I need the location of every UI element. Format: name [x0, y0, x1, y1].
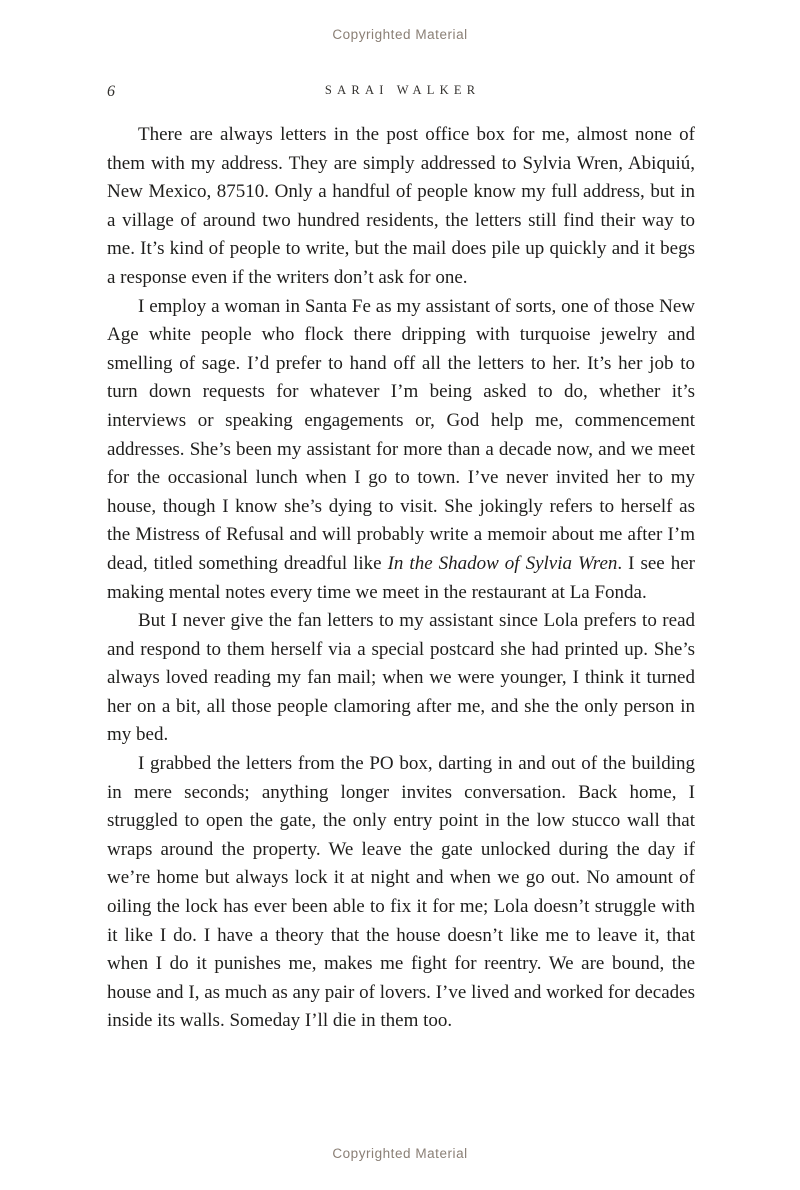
- paragraph: I grabbed the letters from the PO box, darting in and out of the building in mere seconds; anything longer invites conversation. Back home, I struggled to open the gate, the only entry point in the low stucco wall that wraps around the property. We leave the gate unlocked during the day if we’re home but always lock it at night and when we go out. No amount of oiling the lock has ever been able to fix it for me; Lola doesn’t struggle with it like I do. I have a theory that the house doesn’t like me to leave it, that when I do it punishes me, makes me fight for reentry. We are bound, the house and I, as much as any pair of lovers. I’ve lived and worked for decades inside its walls. Someday I’ll die in them too.: [107, 753, 695, 1032]
- copyright-notice-bottom: Copyrighted Material: [332, 1146, 468, 1161]
- running-header-author: SARAI WALKER: [324, 83, 481, 97]
- copyright-notice-top: Copyrighted Material: [332, 27, 468, 42]
- paragraph-segment: I employ a woman in Santa Fe as my assistant of sorts, one of those New Age white people who flock there dripping with turquoise jewelry and smelling of sage. I’d prefer to hand off all the letters to her. It’s her job to turn down requests for whatever I’m being asked to do, whether it’s interviews or speaking engagements or, God help me, commencement addresses. She’s been my assistant for more than a decade now, and we meet for the occasional lunch when I go to town. I’ve never invited her to my house, though I know she’s dying to visit. She jokingly refers to herself as the Mistress of Refusal and will probably write a memoir about me after I’m dead, titled something dreadful like: [107, 295, 695, 574]
- page-header: [107, 83, 693, 103]
- paragraph: There are always letters in the post office box for me, almost none of them with my address. They are simply addressed to Sylvia Wren, Abiquiú, New Mexico, 87510. Only a handful of people know my full address, but in a village of around two hundred residents, the letters still find their way to me. It’s kind of people to write, but the mail does pile up quickly and it begs a response even if the writers don’t ask for one.: [107, 124, 695, 288]
- page-number: 6: [107, 83, 115, 100]
- body-text: [107, 121, 695, 1036]
- paragraph: But I never give the fan letters to my assistant since Lola prefers to read and respond to them herself via a special postcard she had printed up. She’s always loved reading my fan mail; when we were younger, I think it turned her on a bit, all those people clamoring after me, and she the only person in my bed.: [107, 610, 695, 746]
- book-title-italic: In the Shadow of Sylvia Wren: [387, 552, 618, 574]
- paragraph: [107, 293, 695, 608]
- paragraph-segment: . I see her making mental notes every time we meet in the restaurant at La Fonda.: [107, 552, 695, 603]
